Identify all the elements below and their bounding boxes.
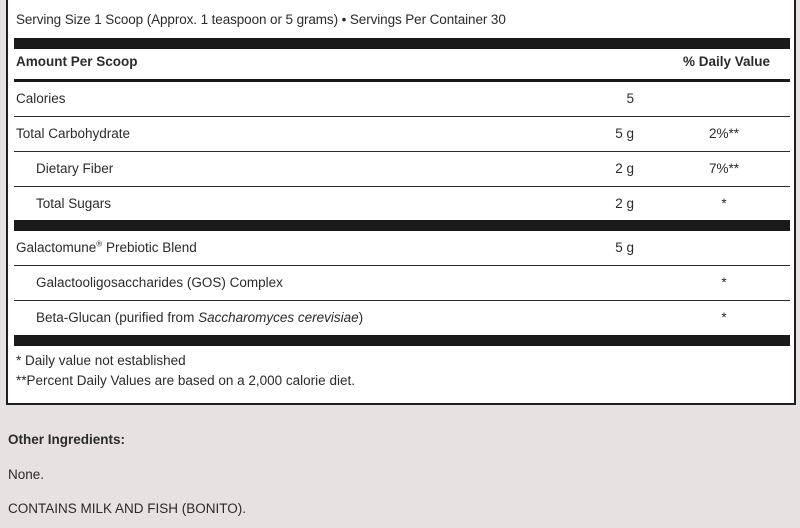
other-ingredients-value: None. (8, 467, 45, 482)
blend-label (16, 240, 197, 255)
nutrient-label: Dietary Fiber (36, 161, 114, 176)
nutrient-label: Calories (16, 91, 66, 106)
registered-mark: ® (96, 239, 103, 249)
nutrient-amount: 2 g (615, 161, 634, 176)
footnote-daily-value: * Daily value not established (16, 353, 186, 368)
blend-row-gos (14, 266, 790, 301)
blend-row-beta-glucan (14, 301, 790, 335)
divider-bar (14, 220, 790, 231)
nutrient-row-calories (14, 82, 790, 117)
nutrient-dv: * (721, 275, 727, 290)
nutrient-amount: 5 (626, 91, 634, 106)
nutrient-dv: 2%** (708, 126, 740, 141)
nutrient-label: Galactooligosaccharides (GOS) Complex (36, 275, 283, 290)
nutrient-amount: 5 g (615, 126, 634, 141)
blend-suffix: Prebiotic Blend (102, 240, 197, 255)
nutrient-label (36, 310, 363, 325)
nutrient-row-dietary-fiber (14, 152, 790, 187)
label-italic: Saccharomyces cerevisiae (198, 310, 359, 325)
other-ingredients-heading: Other Ingredients: (8, 432, 126, 447)
label-suffix: ) (358, 310, 364, 325)
serving-info: Serving Size 1 Scoop (Approx. 1 teaspoon or 5 grams) • Servings Per Container 30 (16, 12, 506, 27)
footnote-percent-dv: **Percent Daily Values are based on a 2,000 calorie diet. (16, 373, 355, 388)
nutrient-label: Total Sugars (36, 196, 112, 211)
divider-bar (14, 335, 790, 346)
allergen-statement: CONTAINS MILK AND FISH (BONITO). (8, 501, 247, 516)
nutrient-dv: 7%** (708, 161, 740, 176)
table-header (16, 49, 784, 75)
nutrient-dv: * (721, 310, 727, 325)
supplement-facts-panel (6, 0, 796, 405)
nutrient-amount: 2 g (615, 196, 634, 211)
nutrient-label: Total Carbohydrate (16, 126, 131, 141)
blend-amount: 5 g (615, 240, 634, 255)
blend-row (14, 231, 790, 266)
daily-value-label: % Daily Value (682, 54, 770, 69)
nutrient-dv: * (721, 196, 727, 211)
blend-name: Galactomune (16, 240, 97, 255)
amount-per-scoop-label: Amount Per Scoop (16, 54, 138, 69)
nutrient-row-total-sugars (14, 187, 790, 220)
nutrient-row-total-carbohydrate (14, 117, 790, 152)
divider-bar (14, 38, 790, 49)
label-prefix: Beta-Glucan (purified from (36, 310, 199, 325)
